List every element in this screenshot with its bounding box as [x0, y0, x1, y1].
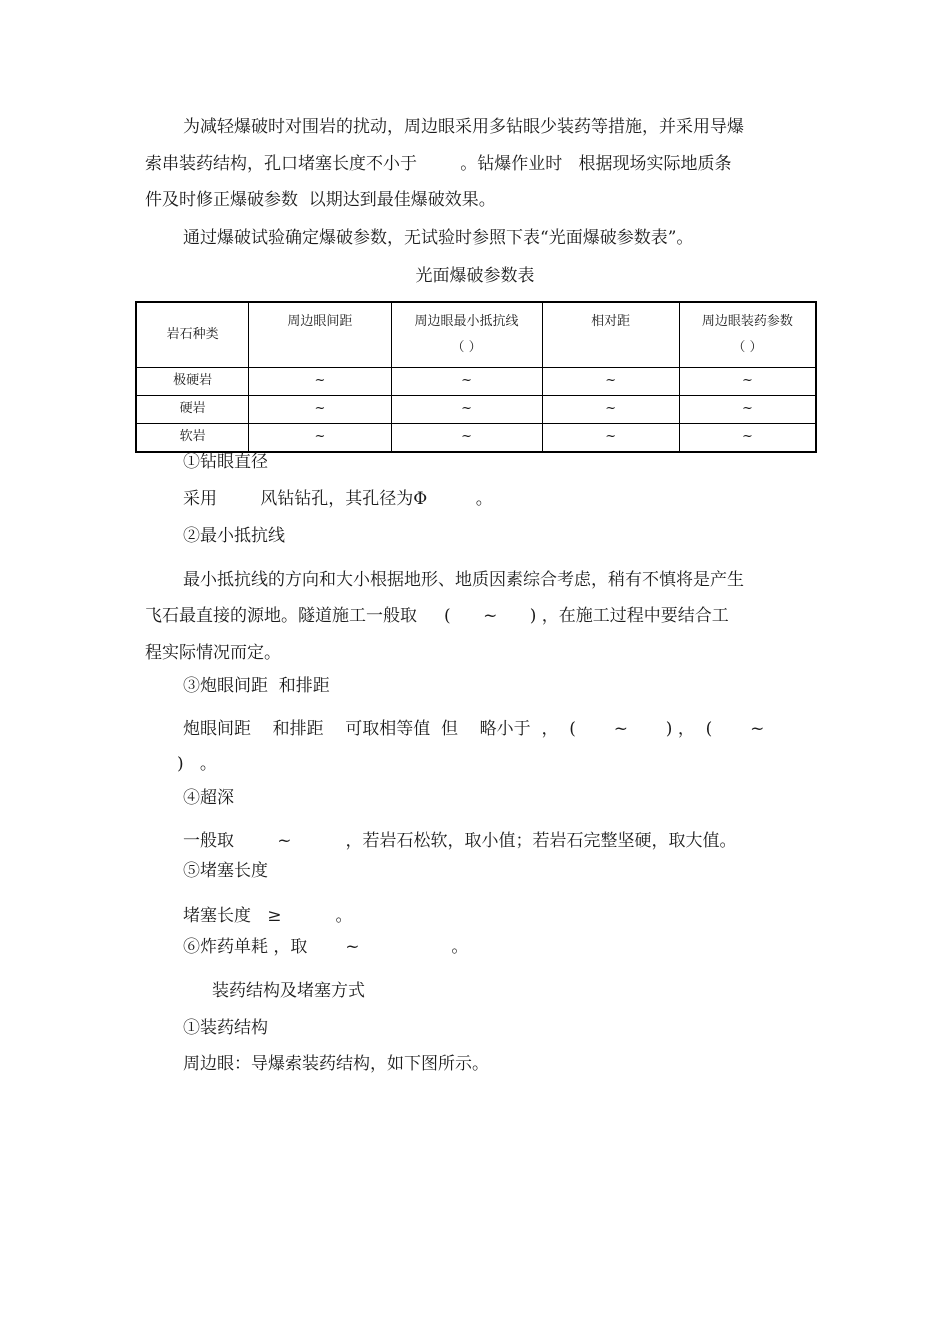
table-row: [136, 424, 816, 453]
section-heading: ①钻眼直径: [183, 452, 268, 472]
section-body: 堵塞长度 ≥ 。: [183, 906, 353, 926]
blasting-parameter-table: [135, 301, 817, 453]
cell-spacing: ~: [249, 424, 391, 453]
section-body: 一般取 ~ ，若岩石松软，取小值；若岩石完整坚硬，取大值。: [183, 831, 737, 851]
paragraph-line: 索串装药结构，孔口堵塞长度不小于 。钻爆作业时 根据现场实际地质条: [145, 154, 732, 174]
section-body: ) 。: [177, 754, 217, 774]
header-burden-unit: （ ）: [451, 340, 482, 355]
table-row: [136, 368, 816, 396]
subsection-title: 装药结构及堵塞方式: [212, 981, 365, 1001]
section-heading: ②最小抵抗线: [183, 526, 285, 546]
cell-charge: ~: [679, 424, 816, 453]
paragraph-line: 为减轻爆破时对围岩的扰动，周边眼采用多钻眼少装药等措施，并采用导爆: [183, 117, 744, 137]
header-charge-unit: （ ）: [732, 340, 763, 355]
section-heading: ①装药结构: [183, 1018, 268, 1038]
header-burden: [391, 302, 542, 368]
section-heading: ③炮眼间距 和排距: [183, 676, 330, 696]
header-charge-label: 周边眼装药参数: [701, 314, 793, 329]
section-heading: ④超深: [183, 788, 234, 808]
header-rock-type: 岩石种类: [136, 302, 249, 368]
cell-ratio: ~: [542, 396, 679, 424]
section-body: 周边眼：导爆索装药结构，如下图所示。: [183, 1054, 489, 1074]
section-heading: ⑤堵塞长度: [183, 861, 268, 881]
section-body: 程实际情况而定。: [145, 643, 281, 663]
paragraph-line: 通过爆破试验确定爆破参数，无试验时参照下表“光面爆破参数表”。: [183, 228, 694, 248]
cell-burden: ~: [391, 368, 542, 396]
section-body: 采用 风钻钻孔，其孔径为Φ 。: [183, 489, 493, 509]
cell-spacing: ~: [249, 396, 391, 424]
section-body: ⑥炸药单耗 ，取 ~ 。: [183, 937, 469, 957]
cell-ratio: ~: [542, 368, 679, 396]
cell-ratio: ~: [542, 424, 679, 453]
cell-charge: ~: [679, 368, 816, 396]
cell-rock: 极硬岩: [136, 368, 249, 396]
header-charge: [679, 302, 816, 368]
header-spacing: 周边眼间距: [249, 302, 391, 368]
header-burden-label: 周边眼最小抵抗线: [414, 314, 519, 329]
cell-rock: 硬岩: [136, 396, 249, 424]
table-row: [136, 396, 816, 424]
cell-rock: 软岩: [136, 424, 249, 453]
table-header-row: [136, 302, 816, 368]
paragraph-line: 件及时修正爆破参数 以期达到最佳爆破效果。: [145, 190, 496, 210]
table-title: 光面爆破参数表: [415, 266, 535, 286]
section-body: 飞石最直接的源地。隧道施工一般取 ( ~ ) ，在施工过程中要结合工: [145, 606, 729, 626]
section-body: 炮眼间距 和排距 可取相等值 但 略小于 ， ( ~ ) ， ( ~: [183, 719, 765, 739]
cell-charge: ~: [679, 396, 816, 424]
section-body: 最小抵抗线的方向和大小根据地形、地质因素综合考虑，稍有不慎将是产生: [183, 570, 744, 590]
cell-burden: ~: [391, 396, 542, 424]
cell-burden: ~: [391, 424, 542, 453]
header-ratio: 相对距: [542, 302, 679, 368]
cell-spacing: ~: [249, 368, 391, 396]
